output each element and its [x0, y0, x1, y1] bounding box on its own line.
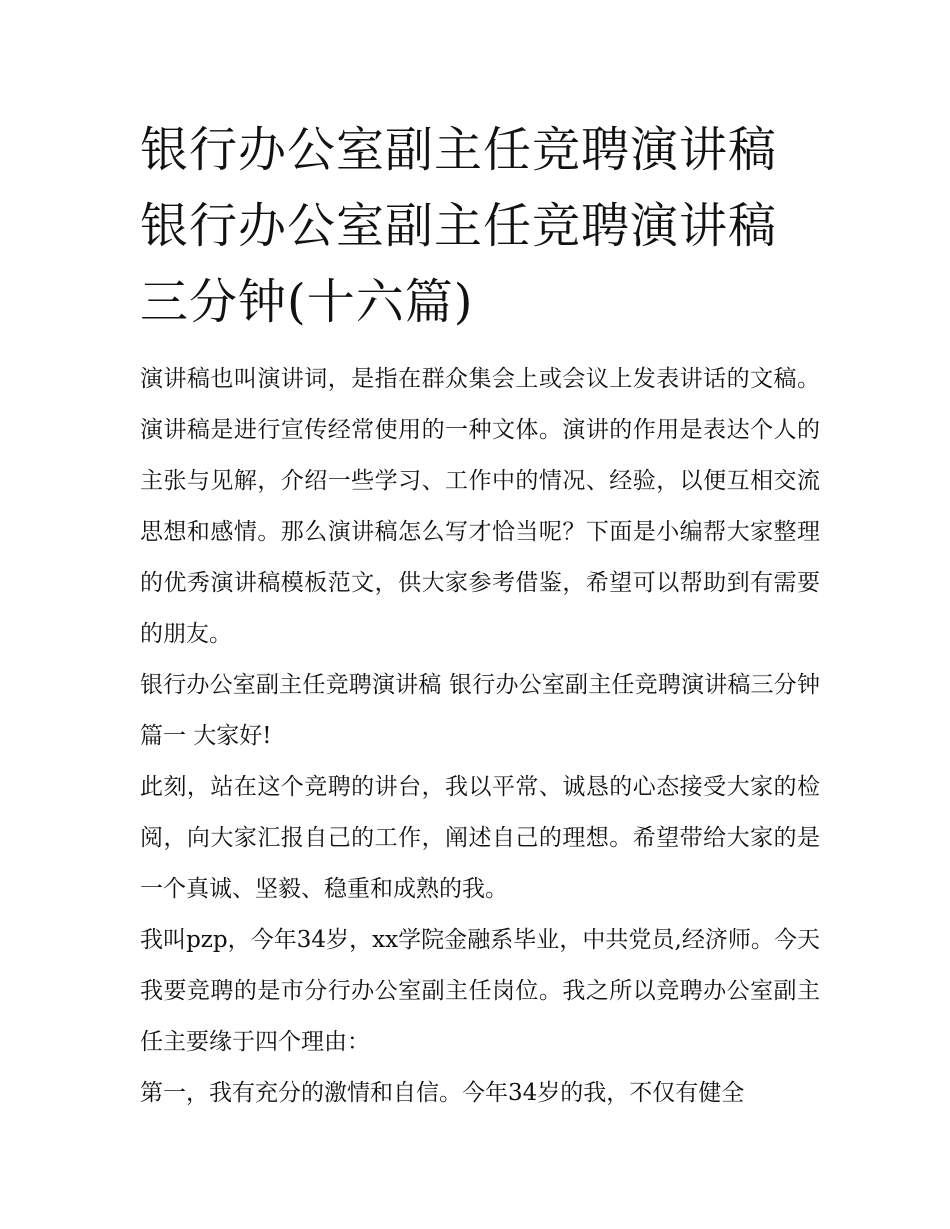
- paragraph-opening: 此刻，站在这个竞聘的讲台，我以平常、诚恳的心态接受大家的检阅，向大家汇报自己的工作，阐述自己的理想。希望带给大家的是一个真诚、坚毅、稳重和成熟的我。: [140, 774, 820, 902]
- title-line-3: 三分钟(十六篇): [140, 274, 474, 330]
- paragraph-self-introduction: 我叫pzp，今年34岁，xx学院金融系毕业，中共党员,经济师。今天我要竞聘的是市分行办公室副主任岗位。我之所以竞聘办公室副主任主要缘于四个理由：: [140, 927, 820, 1055]
- paragraph-section-heading: 银行办公室副主任竞聘演讲稿 银行办公室副主任竞聘演讲稿三分钟篇一 大家好!: [140, 672, 820, 749]
- title-line-1: 银行办公室副主任竞聘演讲稿: [140, 122, 778, 178]
- document-body: [140, 354, 820, 1119]
- title-line-2: 银行办公室副主任竞聘演讲稿: [140, 198, 778, 254]
- document-title: [140, 112, 820, 340]
- paragraph-intro: 演讲稿也叫演讲词，是指在群众集会上或会议上发表讲话的文稿。演讲稿是进行宣传经常使用的一种文体。演讲的作用是表达个人的主张与见解，介绍一些学习、工作中的情况、经验，以便互相交流思想和感情。那么演讲稿怎么写才恰当呢？下面是小编帮大家整理的优秀演讲稿模板范文，供大家参考借鉴，希望可以帮助到有需要的朋友。: [140, 366, 820, 647]
- document-page: [140, 112, 820, 1119]
- paragraph-first-reason: 第一，我有充分的激情和自信。今年34岁的我，不仅有健全: [140, 1080, 745, 1106]
